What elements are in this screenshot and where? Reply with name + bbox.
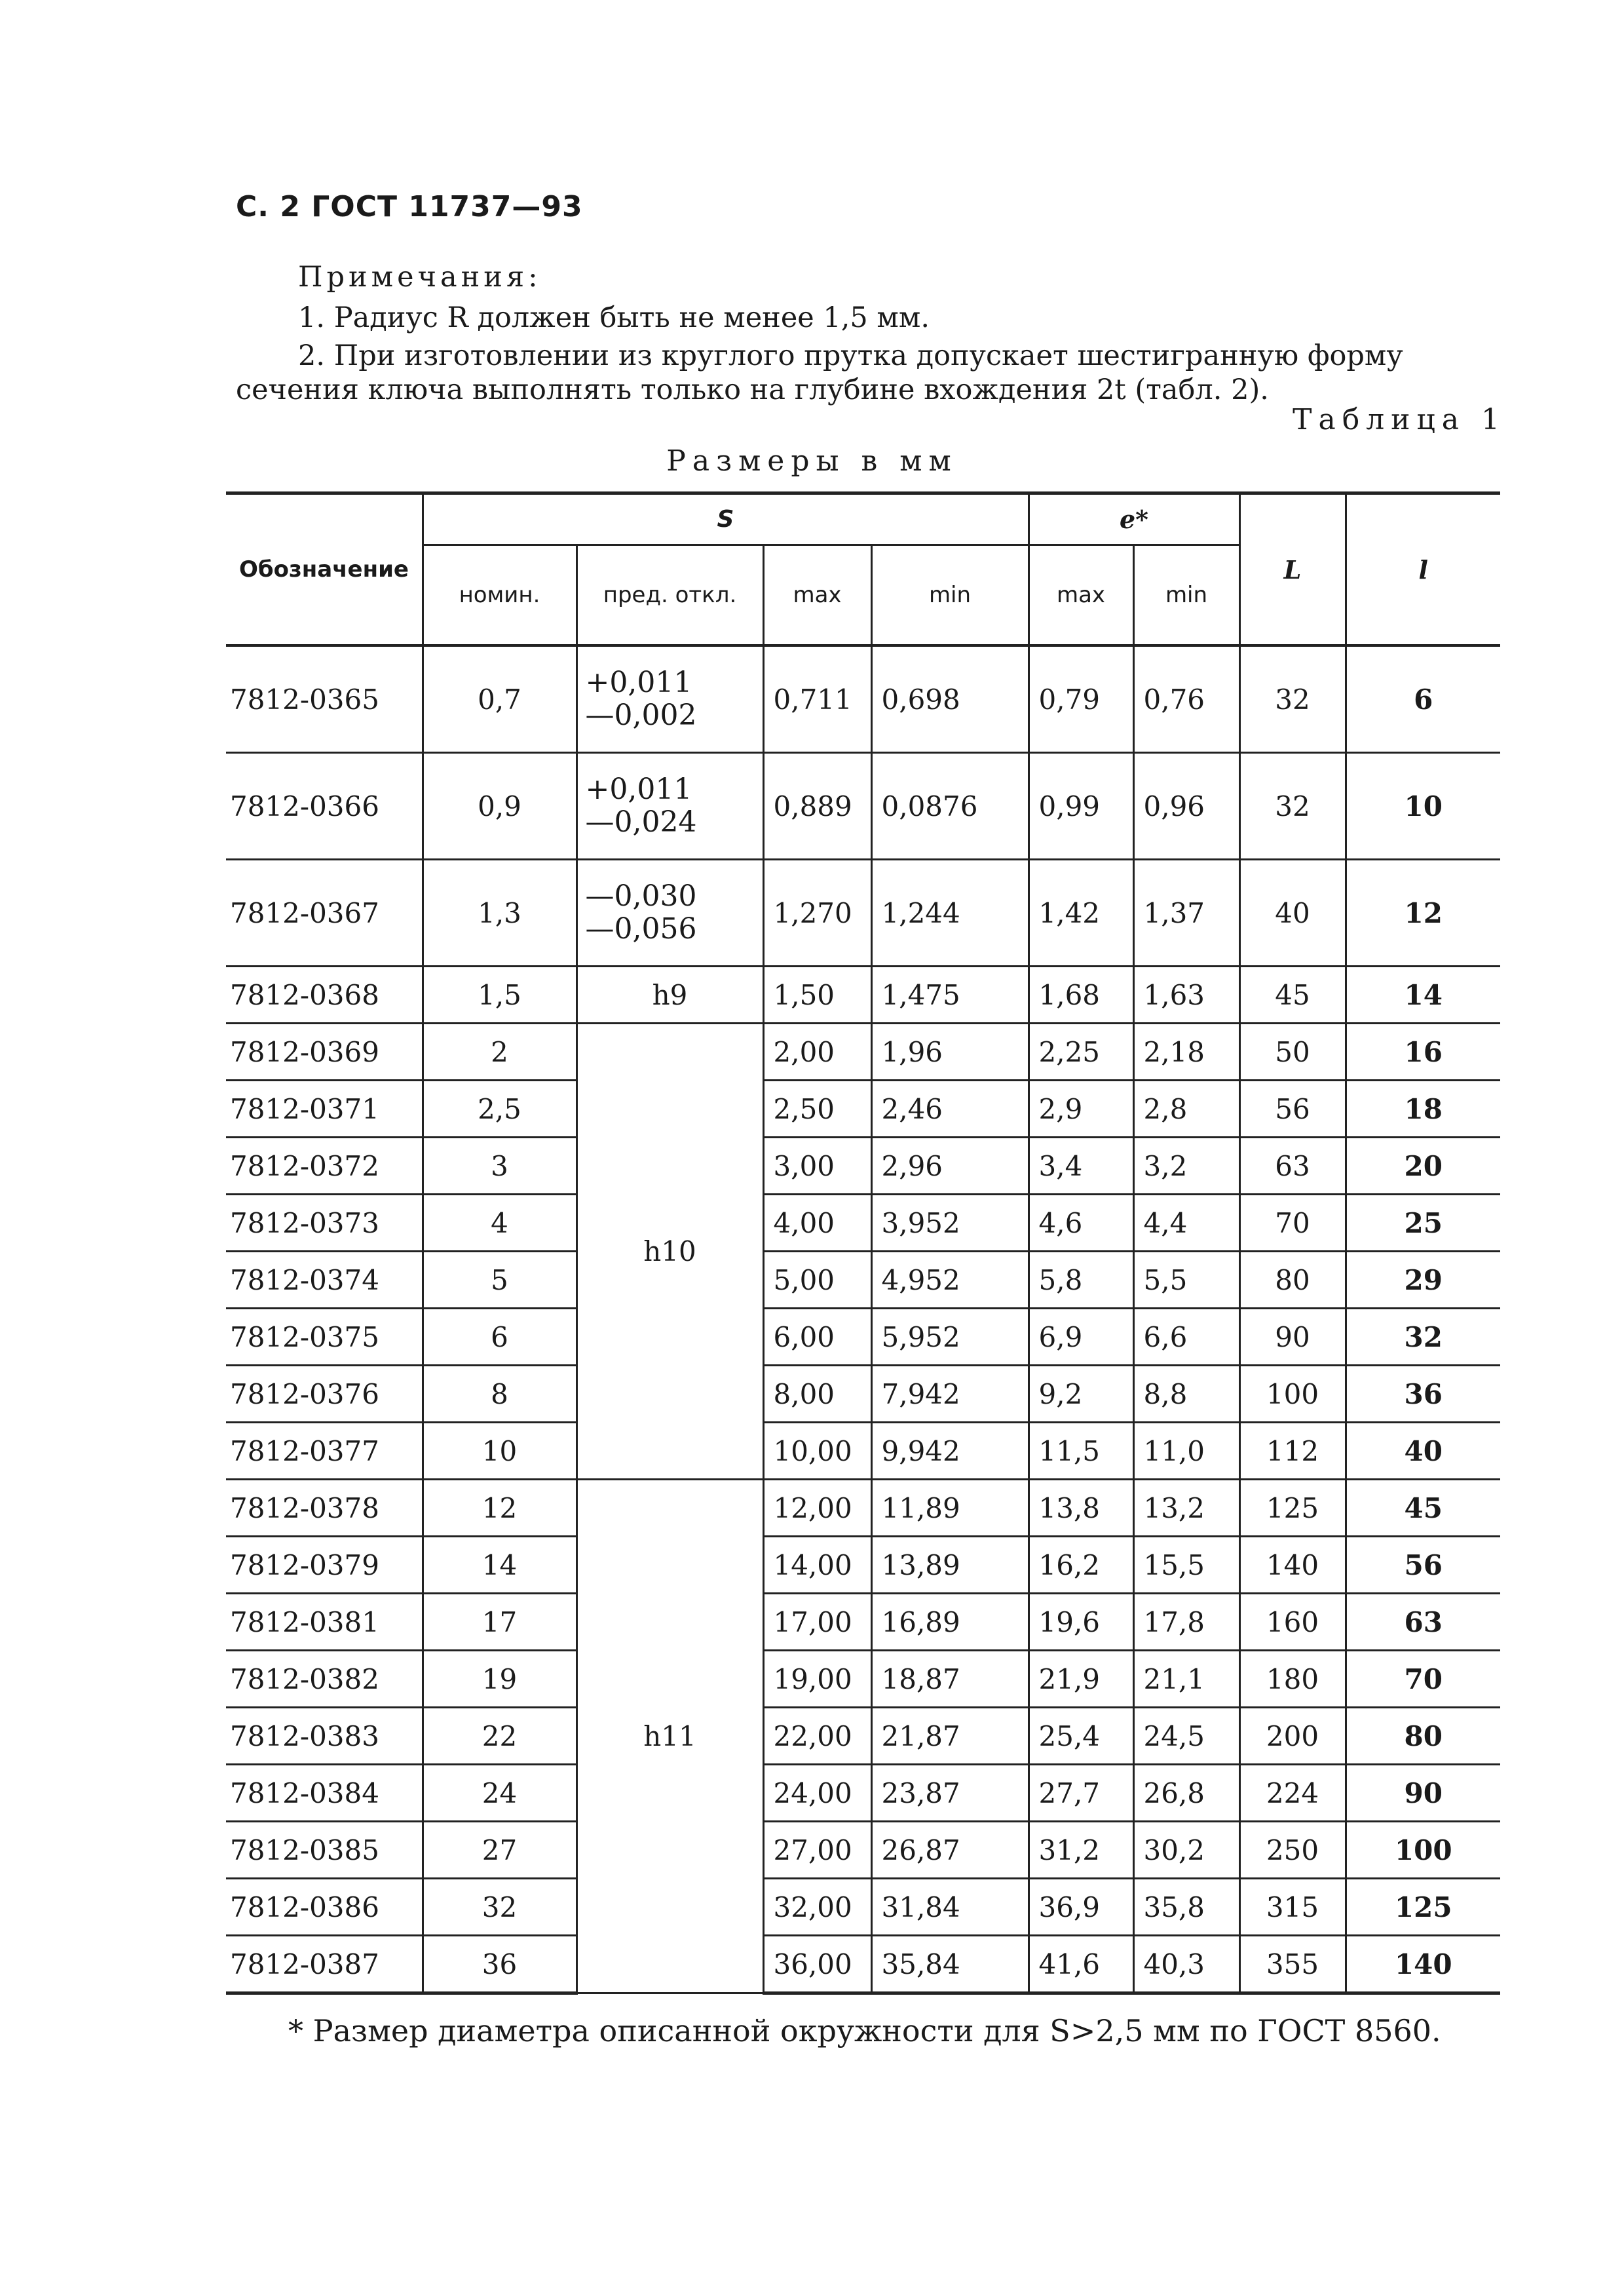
cell-designation: 7812-0377 <box>226 1423 423 1480</box>
cell-e-max: 13,8 <box>1029 1480 1133 1537</box>
table-row <box>226 1765 1500 1822</box>
tolerance-lower: —0,024 <box>585 805 697 839</box>
cell-e-min: 40,3 <box>1133 1936 1239 1993</box>
cell-s-min: 2,96 <box>871 1138 1029 1195</box>
cell-tolerance <box>576 860 763 967</box>
cell-designation: 7812-0369 <box>226 1024 423 1081</box>
cell-designation: 7812-0382 <box>226 1651 423 1708</box>
cell-e-max: 16,2 <box>1029 1537 1133 1594</box>
header-designation: Обозначение <box>226 493 423 646</box>
table-row <box>226 1537 1500 1594</box>
table-row <box>226 1936 1500 1993</box>
cell-L: 32 <box>1239 753 1346 860</box>
cell-s-max: 27,00 <box>763 1822 871 1879</box>
header-e-max: max <box>1029 545 1133 646</box>
table-row <box>226 1708 1500 1765</box>
cell-designation: 7812-0365 <box>226 645 423 753</box>
tolerance-upper: +0,011 <box>585 773 692 806</box>
cell-l: 32 <box>1346 1309 1500 1366</box>
cell-e-min: 3,2 <box>1133 1138 1239 1195</box>
cell-nominal: 14 <box>423 1537 576 1594</box>
table-row <box>226 967 1500 1024</box>
header-L: L <box>1239 493 1346 646</box>
cell-s-max: 17,00 <box>763 1594 871 1651</box>
cell-nominal: 6 <box>423 1309 576 1366</box>
cell-l: 18 <box>1346 1081 1500 1138</box>
cell-s-min: 5,952 <box>871 1309 1029 1366</box>
cell-nominal: 12 <box>423 1480 576 1537</box>
cell-tolerance <box>576 753 763 860</box>
table-row <box>226 1309 1500 1366</box>
cell-designation: 7812-0376 <box>226 1366 423 1423</box>
cell-designation: 7812-0385 <box>226 1822 423 1879</box>
cell-l: 125 <box>1346 1879 1500 1936</box>
note-2-line-1: 2. При изготовлении из круглого прутка допускает шестигранную форму <box>298 339 1403 372</box>
cell-e-min: 15,5 <box>1133 1537 1239 1594</box>
cell-s-max: 12,00 <box>763 1480 871 1537</box>
note-2-line-2: сечения ключа выполнять только на глубине вхождения 2t (табл. 2). <box>236 374 1269 406</box>
cell-designation: 7812-0379 <box>226 1537 423 1594</box>
cell-nominal: 5 <box>423 1252 576 1309</box>
cell-l: 25 <box>1346 1195 1500 1252</box>
tolerance-lower: —0,056 <box>585 912 697 946</box>
footnote: * Размер диаметра описанной окружности для S>2,5 мм по ГОСТ 8560. <box>288 2013 1441 2048</box>
cell-s-min: 13,89 <box>871 1537 1029 1594</box>
cell-e-max: 1,42 <box>1029 860 1133 967</box>
cell-l: 80 <box>1346 1708 1500 1765</box>
cell-L: 250 <box>1239 1822 1346 1879</box>
cell-s-max: 32,00 <box>763 1879 871 1936</box>
cell-e-min: 1,63 <box>1133 967 1239 1024</box>
cell-L: 32 <box>1239 645 1346 753</box>
table-row <box>226 1480 1500 1537</box>
cell-s-max: 22,00 <box>763 1708 871 1765</box>
cell-s-max: 36,00 <box>763 1936 871 1993</box>
cell-s-max: 1,50 <box>763 967 871 1024</box>
header-s-max: max <box>763 545 871 646</box>
cell-L: 224 <box>1239 1765 1346 1822</box>
cell-s-max: 1,270 <box>763 860 871 967</box>
cell-e-min: 17,8 <box>1133 1594 1239 1651</box>
table-row <box>226 1879 1500 1936</box>
cell-e-max: 1,68 <box>1029 967 1133 1024</box>
table-row <box>226 1252 1500 1309</box>
cell-designation: 7812-0384 <box>226 1765 423 1822</box>
table-row <box>226 753 1500 860</box>
cell-l: 90 <box>1346 1765 1500 1822</box>
header-s: S <box>423 493 1029 545</box>
cell-designation: 7812-0381 <box>226 1594 423 1651</box>
cell-s-min: 1,244 <box>871 860 1029 967</box>
cell-tolerance-group-h10: h10 <box>576 1024 763 1480</box>
table-row <box>226 1822 1500 1879</box>
cell-s-min: 1,96 <box>871 1024 1029 1081</box>
cell-nominal: 2,5 <box>423 1081 576 1138</box>
dimensions-table-wrap <box>226 491 1500 1995</box>
cell-s-max: 14,00 <box>763 1537 871 1594</box>
cell-e-min: 0,76 <box>1133 645 1239 753</box>
cell-designation: 7812-0373 <box>226 1195 423 1252</box>
notes-title: Примечания: <box>298 261 542 294</box>
cell-nominal: 1,5 <box>423 967 576 1024</box>
cell-nominal: 32 <box>423 1879 576 1936</box>
cell-l: 70 <box>1346 1651 1500 1708</box>
cell-l: 100 <box>1346 1822 1500 1879</box>
table-row <box>226 1594 1500 1651</box>
cell-e-max: 3,4 <box>1029 1138 1133 1195</box>
cell-nominal: 0,9 <box>423 753 576 860</box>
cell-e-min: 6,6 <box>1133 1309 1239 1366</box>
cell-e-min: 8,8 <box>1133 1366 1239 1423</box>
table-row <box>226 1138 1500 1195</box>
cell-e-min: 2,18 <box>1133 1024 1239 1081</box>
cell-L: 160 <box>1239 1594 1346 1651</box>
cell-s-max: 10,00 <box>763 1423 871 1480</box>
cell-s-min: 0,698 <box>871 645 1029 753</box>
cell-l: 10 <box>1346 753 1500 860</box>
cell-e-max: 4,6 <box>1029 1195 1133 1252</box>
tolerance-lower: —0,002 <box>585 699 697 732</box>
cell-e-min: 11,0 <box>1133 1423 1239 1480</box>
cell-l: 56 <box>1346 1537 1500 1594</box>
cell-l: 14 <box>1346 967 1500 1024</box>
cell-s-max: 5,00 <box>763 1252 871 1309</box>
cell-nominal: 2 <box>423 1024 576 1081</box>
cell-e-max: 2,25 <box>1029 1024 1133 1081</box>
tolerance-upper: +0,011 <box>585 666 692 699</box>
cell-e-min: 24,5 <box>1133 1708 1239 1765</box>
cell-L: 45 <box>1239 967 1346 1024</box>
cell-e-min: 5,5 <box>1133 1252 1239 1309</box>
cell-s-max: 24,00 <box>763 1765 871 1822</box>
note-1: 1. Радиус R должен быть не менее 1,5 мм. <box>298 301 930 334</box>
cell-l: 63 <box>1346 1594 1500 1651</box>
cell-e-max: 31,2 <box>1029 1822 1133 1879</box>
table-row <box>226 1423 1500 1480</box>
cell-nominal: 3 <box>423 1138 576 1195</box>
cell-L: 56 <box>1239 1081 1346 1138</box>
header-tolerance: пред. откл. <box>576 545 763 646</box>
cell-e-max: 2,9 <box>1029 1081 1133 1138</box>
table-row <box>226 1081 1500 1138</box>
header-s-min: min <box>871 545 1029 646</box>
cell-l: 36 <box>1346 1366 1500 1423</box>
cell-s-min: 9,942 <box>871 1423 1029 1480</box>
page-header: С. 2 ГОСТ 11737—93 <box>236 190 583 223</box>
header-e: e* <box>1029 493 1239 545</box>
cell-L: 100 <box>1239 1366 1346 1423</box>
cell-L: 80 <box>1239 1252 1346 1309</box>
cell-designation: 7812-0378 <box>226 1480 423 1537</box>
cell-s-min: 18,87 <box>871 1651 1029 1708</box>
cell-l: 20 <box>1346 1138 1500 1195</box>
cell-l: 6 <box>1346 645 1500 753</box>
cell-s-min: 7,942 <box>871 1366 1029 1423</box>
cell-nominal: 36 <box>423 1936 576 1993</box>
cell-nominal: 24 <box>423 1765 576 1822</box>
table-row <box>226 1195 1500 1252</box>
cell-s-min: 3,952 <box>871 1195 1029 1252</box>
cell-designation: 7812-0386 <box>226 1879 423 1936</box>
cell-s-min: 4,952 <box>871 1252 1029 1309</box>
cell-s-max: 19,00 <box>763 1651 871 1708</box>
cell-e-max: 41,6 <box>1029 1936 1133 1993</box>
cell-e-min: 30,2 <box>1133 1822 1239 1879</box>
cell-e-min: 0,96 <box>1133 753 1239 860</box>
table-label: Таблица 1 <box>1293 403 1506 436</box>
cell-l: 45 <box>1346 1480 1500 1537</box>
cell-s-max: 6,00 <box>763 1309 871 1366</box>
cell-s-min: 26,87 <box>871 1822 1029 1879</box>
cell-l: 12 <box>1346 860 1500 967</box>
cell-L: 112 <box>1239 1423 1346 1480</box>
cell-designation: 7812-0366 <box>226 753 423 860</box>
header-e-min: min <box>1133 545 1239 646</box>
cell-e-min: 35,8 <box>1133 1879 1239 1936</box>
cell-e-min: 4,4 <box>1133 1195 1239 1252</box>
cell-s-max: 0,889 <box>763 753 871 860</box>
cell-s-min: 21,87 <box>871 1708 1029 1765</box>
cell-e-max: 25,4 <box>1029 1708 1133 1765</box>
cell-nominal: 17 <box>423 1594 576 1651</box>
cell-nominal: 0,7 <box>423 645 576 753</box>
cell-e-min: 21,1 <box>1133 1651 1239 1708</box>
cell-tolerance <box>576 645 763 753</box>
cell-s-min: 1,475 <box>871 967 1029 1024</box>
cell-e-max: 27,7 <box>1029 1765 1133 1822</box>
cell-s-min: 31,84 <box>871 1879 1029 1936</box>
cell-L: 180 <box>1239 1651 1346 1708</box>
cell-e-max: 0,99 <box>1029 753 1133 860</box>
table-row <box>226 1024 1500 1081</box>
cell-designation: 7812-0387 <box>226 1936 423 1993</box>
cell-L: 125 <box>1239 1480 1346 1537</box>
table-row <box>226 1651 1500 1708</box>
cell-s-max: 3,00 <box>763 1138 871 1195</box>
cell-l: 140 <box>1346 1936 1500 1993</box>
cell-l: 16 <box>1346 1024 1500 1081</box>
cell-e-max: 21,9 <box>1029 1651 1133 1708</box>
cell-nominal: 1,3 <box>423 860 576 967</box>
cell-l: 40 <box>1346 1423 1500 1480</box>
header-l: l <box>1346 493 1500 646</box>
cell-e-max: 5,8 <box>1029 1252 1133 1309</box>
cell-e-max: 6,9 <box>1029 1309 1133 1366</box>
cell-L: 90 <box>1239 1309 1346 1366</box>
cell-L: 315 <box>1239 1879 1346 1936</box>
cell-L: 355 <box>1239 1936 1346 1993</box>
cell-s-min: 2,46 <box>871 1081 1029 1138</box>
cell-e-max: 0,79 <box>1029 645 1133 753</box>
cell-L: 140 <box>1239 1537 1346 1594</box>
table-row <box>226 860 1500 967</box>
cell-L: 40 <box>1239 860 1346 967</box>
cell-nominal: 10 <box>423 1423 576 1480</box>
cell-designation: 7812-0368 <box>226 967 423 1024</box>
cell-designation: 7812-0367 <box>226 860 423 967</box>
cell-nominal: 27 <box>423 1822 576 1879</box>
header-nominal: номин. <box>423 545 576 646</box>
cell-L: 63 <box>1239 1138 1346 1195</box>
cell-nominal: 4 <box>423 1195 576 1252</box>
cell-L: 200 <box>1239 1708 1346 1765</box>
table-body <box>226 645 1500 1993</box>
cell-designation: 7812-0374 <box>226 1252 423 1309</box>
cell-s-max: 0,711 <box>763 645 871 753</box>
cell-L: 70 <box>1239 1195 1346 1252</box>
cell-s-min: 23,87 <box>871 1765 1029 1822</box>
cell-e-min: 26,8 <box>1133 1765 1239 1822</box>
cell-s-max: 2,50 <box>763 1081 871 1138</box>
cell-s-max: 4,00 <box>763 1195 871 1252</box>
cell-e-min: 1,37 <box>1133 860 1239 967</box>
cell-e-min: 13,2 <box>1133 1480 1239 1537</box>
cell-tolerance: h9 <box>576 967 763 1024</box>
table-units: Размеры в мм <box>666 444 958 478</box>
cell-s-min: 0,0876 <box>871 753 1029 860</box>
cell-designation: 7812-0375 <box>226 1309 423 1366</box>
cell-e-max: 9,2 <box>1029 1366 1133 1423</box>
tolerance-upper: —0,030 <box>585 879 697 913</box>
cell-s-min: 35,84 <box>871 1936 1029 1993</box>
cell-L: 50 <box>1239 1024 1346 1081</box>
cell-s-max: 8,00 <box>763 1366 871 1423</box>
cell-nominal: 19 <box>423 1651 576 1708</box>
cell-l: 29 <box>1346 1252 1500 1309</box>
cell-s-max: 2,00 <box>763 1024 871 1081</box>
cell-s-min: 16,89 <box>871 1594 1029 1651</box>
cell-designation: 7812-0371 <box>226 1081 423 1138</box>
cell-e-max: 11,5 <box>1029 1423 1133 1480</box>
cell-e-max: 19,6 <box>1029 1594 1133 1651</box>
cell-e-min: 2,8 <box>1133 1081 1239 1138</box>
table-row <box>226 645 1500 753</box>
cell-e-max: 36,9 <box>1029 1879 1133 1936</box>
cell-designation: 7812-0372 <box>226 1138 423 1195</box>
cell-s-min: 11,89 <box>871 1480 1029 1537</box>
cell-tolerance-group-h11: h11 <box>576 1480 763 1993</box>
cell-designation: 7812-0383 <box>226 1708 423 1765</box>
dimensions-table <box>226 491 1500 1995</box>
cell-nominal: 8 <box>423 1366 576 1423</box>
table-row <box>226 1366 1500 1423</box>
cell-nominal: 22 <box>423 1708 576 1765</box>
